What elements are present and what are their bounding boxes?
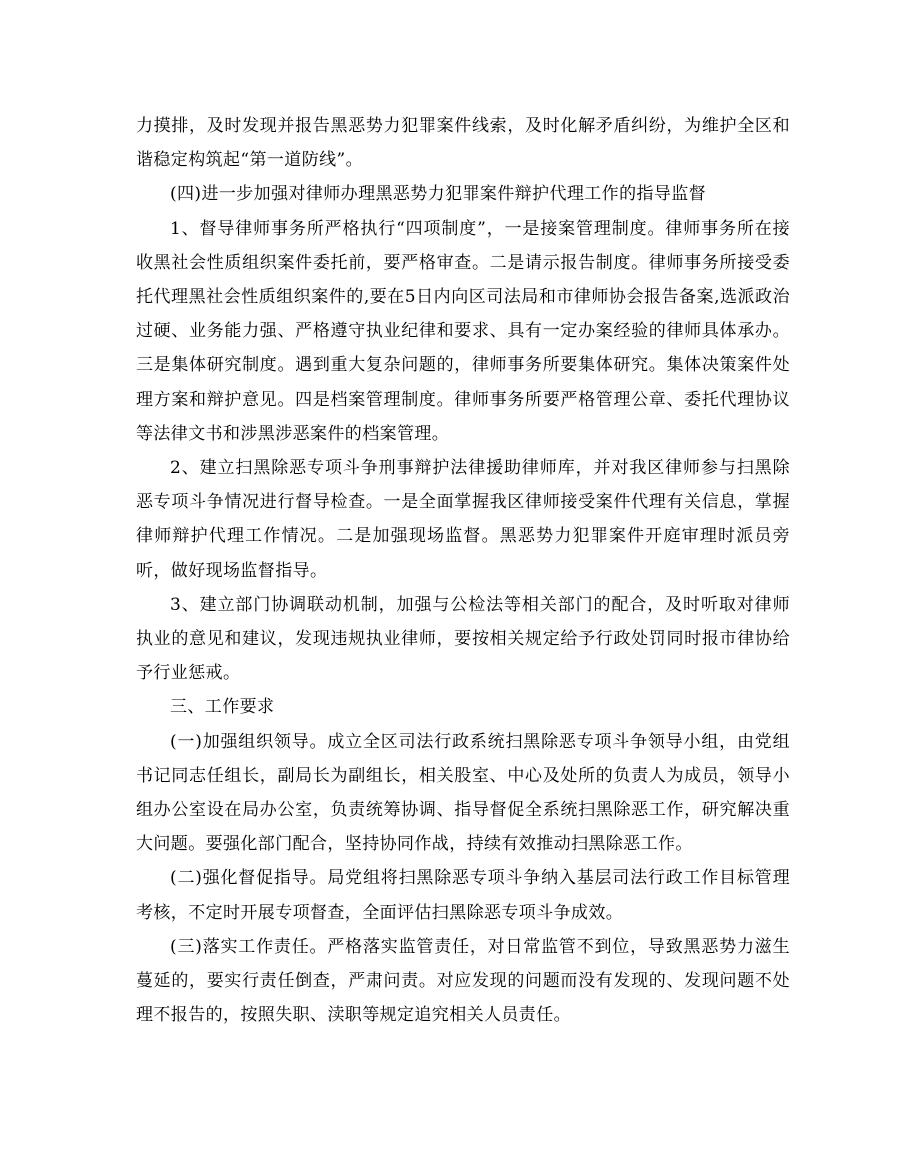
paragraph-item-3: 3、建立部门协调联动机制，加强与公检法等相关部门的配合，及时听取对律师执业的意见和建议，发现违规执业律师，要按相关规定给予行政处罚同时报市律协给予行业惩戒。 bbox=[136, 594, 790, 684]
paragraph-continuation: 力摸排，及时发现并报告黑恶势力犯罪案件线索，及时化解矛盾纠纷，为维护全区和谐稳定构筑起“第一道防线”。 bbox=[136, 116, 790, 171]
document-body bbox=[136, 109, 790, 1032]
paragraph-requirement-2: (二)强化督促指导。局党组将扫黑除恶专项斗争纳入基层司法行政工作目标管理考核，不定时开展专项督查，全面评估扫黑除恶专项斗争成效。 bbox=[136, 868, 790, 923]
paragraph-requirement-1: (一)加强组织领导。成立全区司法行政系统扫黑除恶专项斗争领导小组，由党组书记同志任组长，副局长为副组长，相关股室、中心及处所的负责人为成员，领导小组办公室设在局办公室，负责统筹协调、指导督促全系统扫黑除恶工作，研究解决重大问题。要强化部门配合，坚持协同作战，持续有效推动扫黑除恶工作。 bbox=[136, 731, 790, 855]
paragraph-item-2: 2、建立扫黑除恶专项斗争刑事辩护法律援助律师库，并对我区律师参与扫黑除恶专项斗争情况进行督导检查。一是全面掌握我区律师接受案件代理有关信息，掌握律师辩护代理工作情况。二是加强现场监督。黑恶势力犯罪案件开庭审理时派员旁听，做好现场监督指导。 bbox=[136, 458, 790, 581]
paragraph-requirement-3: (三)落实工作责任。严格落实监管责任，对日常监管不到位，导致黑恶势力滋生蔓延的，要实行责任倒查，严肃问责。对应发现的问题而没有发现的、发现问题不处理不报告的，按照失职、渎职等规定追究相关人员责任。 bbox=[136, 936, 790, 1026]
section-heading-4: (四)进一步加强对律师办理黑恶势力犯罪案件辩护代理工作的指导监督 bbox=[170, 184, 707, 205]
paragraph-item-1: 1、督导律师事务所严格执行“四项制度”，一是接案管理制度。律师事务所在接收黑社会性质组织案件委托前，要严格审查。二是请示报告制度。律师事务所接受委托代理黑社会性质组织案件的,要在5日内向区司法局和市律师协会报告备案,选派政治过硬、业务能力强、严格遵守执业纪律和要求、具有一定办案经验的律师具体承办。三是集体研究制度。遇到重大复杂问题的，律师事务所要集体研究。集体决策案件处理方案和辩护意见。四是档案管理制度。律师事务所要严格管理公章、委托代理协议等法律文书和涉黑涉恶案件的档案管理。 bbox=[136, 218, 790, 444]
section-heading-work-requirements: 三、工作要求 bbox=[170, 697, 275, 718]
